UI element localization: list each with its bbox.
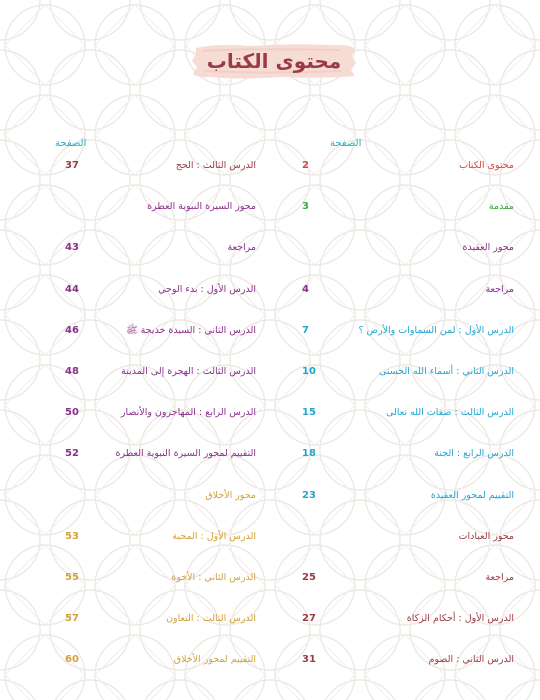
toc-entry-page: 60 bbox=[65, 654, 79, 666]
toc-entry-title: الدرس الثالث : الحج bbox=[175, 160, 256, 171]
toc-entry bbox=[296, 527, 514, 547]
toc-entry-page: 25 bbox=[302, 572, 316, 583]
title-banner bbox=[190, 42, 358, 80]
toc-entry-title: الدرس الأول : بدء الوحي bbox=[158, 283, 256, 295]
toc-entry-title: الدرس الثاني : السيدة خديجة ﷺ bbox=[126, 324, 256, 336]
toc-entry bbox=[60, 321, 256, 341]
toc-entry bbox=[60, 486, 256, 506]
toc-entry-page: 50 bbox=[65, 407, 79, 419]
toc-entry bbox=[60, 527, 256, 547]
toc-entry-page: 46 bbox=[65, 324, 79, 336]
toc-entry bbox=[60, 156, 256, 176]
toc-entry bbox=[296, 156, 514, 176]
toc-entry-page: 27 bbox=[302, 613, 316, 625]
toc-entry bbox=[296, 321, 514, 341]
toc-entry-title: الدرس الثاني : أسماء الله الحسنى bbox=[378, 366, 514, 377]
toc-entry bbox=[60, 280, 256, 300]
toc-entry-title: الدرس الثالث : التعاون bbox=[166, 613, 256, 625]
toc-entry-title: الدرس الثالث : الهجرة إلى المدينة bbox=[121, 366, 256, 377]
toc-entry-title: مقدمة bbox=[488, 201, 514, 213]
toc-entry bbox=[296, 403, 514, 423]
toc-entry bbox=[60, 650, 256, 670]
toc-entry-page: 43 bbox=[65, 242, 79, 254]
toc-entry bbox=[60, 609, 256, 629]
toc-entry-page: 48 bbox=[65, 366, 79, 377]
toc-entry-title: الدرس الثالث : صفات الله تعالى bbox=[386, 407, 514, 419]
toc-entry-title: الدرس الثاني : الأخوة bbox=[171, 572, 256, 583]
toc-entry-title: الدرس الرابع : الجنة bbox=[434, 448, 514, 460]
toc-entry-title: محتوى الكتاب bbox=[459, 160, 514, 171]
toc-entry-title: الدرس الأول : أحكام الزكاة bbox=[406, 613, 514, 625]
toc-entry-page: 55 bbox=[65, 572, 79, 583]
toc-entry bbox=[60, 362, 256, 382]
toc-entry-page: 4 bbox=[302, 283, 309, 295]
toc-entry-page: 44 bbox=[65, 283, 79, 295]
toc-entry-page: 52 bbox=[65, 448, 79, 460]
page-title: محتوى الكتاب bbox=[206, 49, 342, 73]
toc-entry-title: التقييم لمحور الأخلاق bbox=[173, 654, 256, 666]
toc-entry-title: الدرس الأول : لمن السماوات والأرض ؟ bbox=[358, 324, 514, 336]
toc-entry bbox=[296, 609, 514, 629]
toc-entry-title: محور الأخلاق bbox=[205, 489, 256, 501]
left-page-header: الصفحة bbox=[55, 138, 87, 149]
toc-entry-title: محور السيرة النبوية العطرة bbox=[147, 201, 256, 213]
toc-entry bbox=[296, 238, 514, 258]
toc-entry bbox=[296, 362, 514, 382]
toc-entry-title: الدرس الأول : المحبة bbox=[172, 530, 256, 542]
toc-entry-title: مراجعة bbox=[485, 572, 514, 583]
toc-entry-page: 3 bbox=[302, 201, 309, 213]
toc-entry bbox=[60, 238, 256, 258]
toc-entry-page: 15 bbox=[302, 407, 316, 419]
toc-entry-page: 2 bbox=[302, 160, 309, 171]
toc-entry-title: محور العقيدة bbox=[462, 242, 514, 254]
toc-entry bbox=[60, 568, 256, 588]
toc-entry-page: 23 bbox=[302, 489, 316, 501]
right-page-header: الصفحة bbox=[330, 138, 362, 149]
toc-entry-page: 10 bbox=[302, 366, 316, 377]
toc-entry-page: 18 bbox=[302, 448, 316, 460]
toc-entry-title: محور العبادات bbox=[458, 530, 514, 542]
toc-entry-page: 7 bbox=[302, 324, 309, 336]
toc-entry bbox=[60, 197, 256, 217]
toc-entry bbox=[296, 568, 514, 588]
toc-entry-page: 37 bbox=[65, 160, 79, 171]
toc-entry-title: التقييم لمحور السيرة النبوية العطرة bbox=[115, 448, 256, 460]
toc-entry bbox=[296, 486, 514, 506]
toc-entry-title: الدرس الثاني : الصوم bbox=[428, 654, 514, 666]
toc-entry-title: التقييم لمحور العقيدة bbox=[430, 489, 514, 501]
toc-entry bbox=[296, 444, 514, 464]
toc-entry bbox=[296, 197, 514, 217]
toc-entry-page: 31 bbox=[302, 654, 316, 666]
toc-entry bbox=[296, 650, 514, 670]
toc-entry bbox=[296, 280, 514, 300]
toc-entry-title: الدرس الرابع : المهاجرون والأنصار bbox=[120, 407, 256, 419]
toc-entry bbox=[60, 403, 256, 423]
toc-entry bbox=[60, 444, 256, 464]
toc-entry-title: مراجعة bbox=[227, 242, 256, 254]
toc-entry-page: 53 bbox=[65, 530, 79, 542]
toc-entry-page: 57 bbox=[65, 613, 79, 625]
toc-entry-title: مراجعة bbox=[485, 283, 514, 295]
